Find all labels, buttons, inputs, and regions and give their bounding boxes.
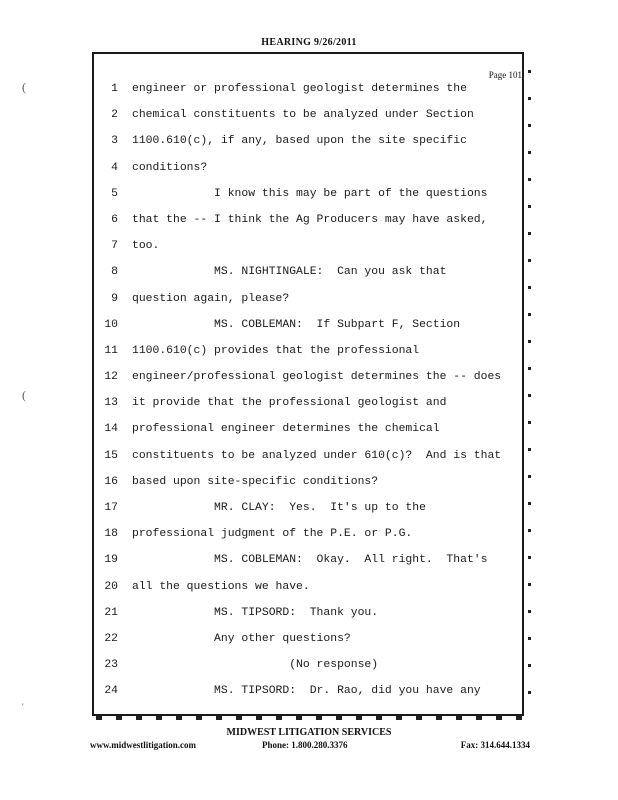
transcript-line bbox=[92, 547, 524, 573]
line-text: constituents to be analyzed under 610(c)? And is that bbox=[132, 449, 502, 462]
line-number: 13 bbox=[104, 397, 118, 410]
line-text: (No response) bbox=[132, 659, 379, 672]
transcript-line bbox=[92, 259, 524, 285]
line-text: MS. COBLEMAN: Okay. All right. That's bbox=[132, 554, 488, 567]
footer-fax: Fax: 314.644.1334 bbox=[460, 740, 530, 750]
transcript-line bbox=[92, 416, 524, 442]
line-number: 14 bbox=[104, 423, 118, 436]
line-text: engineer/professional geologist determines the -- does bbox=[132, 371, 502, 384]
line-text: it provide that the professional geologist and bbox=[132, 397, 447, 410]
line-number: 24 bbox=[104, 685, 118, 698]
transcript-line bbox=[92, 181, 524, 207]
bottom-scan-artifact bbox=[96, 716, 524, 720]
edge-tick bbox=[528, 70, 531, 73]
edge-tick bbox=[528, 610, 531, 613]
edge-tick bbox=[528, 502, 531, 505]
line-number: 17 bbox=[104, 502, 118, 514]
line-text: MS. COBLEMAN: If Subpart F, Section bbox=[132, 318, 461, 331]
line-text: too. bbox=[132, 240, 160, 253]
transcript-line bbox=[92, 312, 524, 338]
line-text: that the -- I think the Ag Producers may have asked, bbox=[132, 213, 488, 226]
edge-tick bbox=[528, 691, 531, 694]
line-number: 23 bbox=[104, 659, 118, 672]
line-number: 16 bbox=[104, 475, 118, 488]
line-number: 19 bbox=[104, 554, 118, 567]
line-text: MR. CLAY: Yes. It's up to the bbox=[132, 502, 426, 514]
line-text: all the questions we have. bbox=[132, 580, 310, 593]
line-text: professional engineer determines the chemical bbox=[132, 423, 440, 436]
line-number: 7 bbox=[111, 240, 118, 253]
transcript-line bbox=[92, 286, 524, 312]
line-number: 11 bbox=[104, 344, 118, 357]
edge-tick bbox=[528, 583, 531, 586]
edge-tick bbox=[528, 313, 531, 316]
line-number: 6 bbox=[111, 213, 118, 226]
transcript-line bbox=[92, 102, 524, 128]
page-number: Page 101 bbox=[488, 70, 522, 80]
transcript-line bbox=[92, 390, 524, 416]
footer-company: MIDWEST LITIGATION SERVICES bbox=[226, 727, 392, 738]
edge-tick bbox=[528, 394, 531, 397]
transcript-line bbox=[92, 233, 524, 259]
edge-tick bbox=[528, 475, 531, 478]
edge-tick bbox=[528, 556, 531, 559]
line-text: based upon site-specific conditions? bbox=[132, 475, 379, 488]
transcript-line bbox=[92, 521, 524, 547]
margin-bracket-mark: ( bbox=[22, 80, 26, 94]
edge-tick bbox=[528, 97, 531, 100]
transcript-line bbox=[92, 128, 524, 154]
line-number: 22 bbox=[104, 632, 118, 645]
right-edge-ticks bbox=[528, 60, 532, 710]
transcript-line bbox=[92, 338, 524, 364]
transcript-line bbox=[92, 600, 524, 626]
line-number: 5 bbox=[111, 187, 118, 200]
line-number: 8 bbox=[111, 266, 118, 279]
footer-website: www.midwestlitigation.com bbox=[90, 740, 196, 750]
edge-tick bbox=[528, 340, 531, 343]
edge-tick bbox=[528, 151, 531, 154]
line-text: question again, please? bbox=[132, 292, 290, 305]
transcript-line bbox=[92, 678, 524, 704]
line-text: professional judgment of the P.E. or P.G. bbox=[132, 528, 413, 541]
margin-bracket-mark: ( bbox=[22, 388, 26, 402]
transcript-lines bbox=[92, 76, 524, 705]
line-number: 3 bbox=[111, 135, 118, 148]
transcript-line bbox=[92, 364, 524, 390]
transcript-line bbox=[92, 155, 524, 181]
line-text: conditions? bbox=[132, 161, 208, 174]
line-number: 12 bbox=[104, 371, 118, 384]
line-number: 4 bbox=[111, 161, 118, 174]
line-text: engineer or professional geologist determines the bbox=[132, 83, 467, 95]
edge-tick bbox=[528, 637, 531, 640]
line-number: 9 bbox=[111, 292, 118, 305]
edge-tick bbox=[528, 232, 531, 235]
line-number: 20 bbox=[104, 580, 118, 593]
transcript-line bbox=[92, 207, 524, 233]
line-text: I know this may be part of the questions bbox=[132, 187, 488, 200]
edge-tick bbox=[528, 529, 531, 532]
edge-tick bbox=[528, 259, 531, 262]
margin-tick-mark: ' bbox=[22, 702, 24, 712]
transcript-line bbox=[92, 495, 524, 521]
edge-tick bbox=[528, 286, 531, 289]
line-text: MS. TIPSORD: Thank you. bbox=[132, 606, 379, 619]
transcript-line bbox=[92, 76, 524, 102]
line-number: 18 bbox=[104, 528, 118, 541]
transcript-line bbox=[92, 469, 524, 495]
page-header-title: HEARING 9/26/2011 bbox=[261, 37, 357, 48]
transcript-line bbox=[92, 574, 524, 600]
edge-tick bbox=[528, 124, 531, 127]
footer-phone: Phone: 1.800.280.3376 bbox=[262, 740, 348, 750]
edge-tick bbox=[528, 421, 531, 424]
edge-tick bbox=[528, 367, 531, 370]
line-text: 1100.610(c), if any, based upon the site specific bbox=[132, 135, 467, 148]
line-number: 21 bbox=[104, 606, 118, 619]
line-number: 1 bbox=[111, 83, 118, 95]
line-text: chemical constituents to be analyzed under Section bbox=[132, 109, 474, 122]
line-number: 15 bbox=[104, 449, 118, 462]
line-text: MS. NIGHTINGALE: Can you ask that bbox=[132, 266, 447, 279]
line-text: MS. TIPSORD: Dr. Rao, did you have any bbox=[132, 685, 481, 698]
transcript-line bbox=[92, 626, 524, 652]
line-text: 1100.610(c) provides that the professional bbox=[132, 344, 420, 357]
edge-tick bbox=[528, 664, 531, 667]
line-number: 2 bbox=[111, 109, 118, 122]
transcript-line bbox=[92, 652, 524, 678]
edge-tick bbox=[528, 178, 531, 181]
line-text: Any other questions? bbox=[132, 632, 351, 645]
line-number: 10 bbox=[104, 318, 118, 331]
edge-tick bbox=[528, 448, 531, 451]
edge-tick bbox=[528, 205, 531, 208]
transcript-line bbox=[92, 443, 524, 469]
